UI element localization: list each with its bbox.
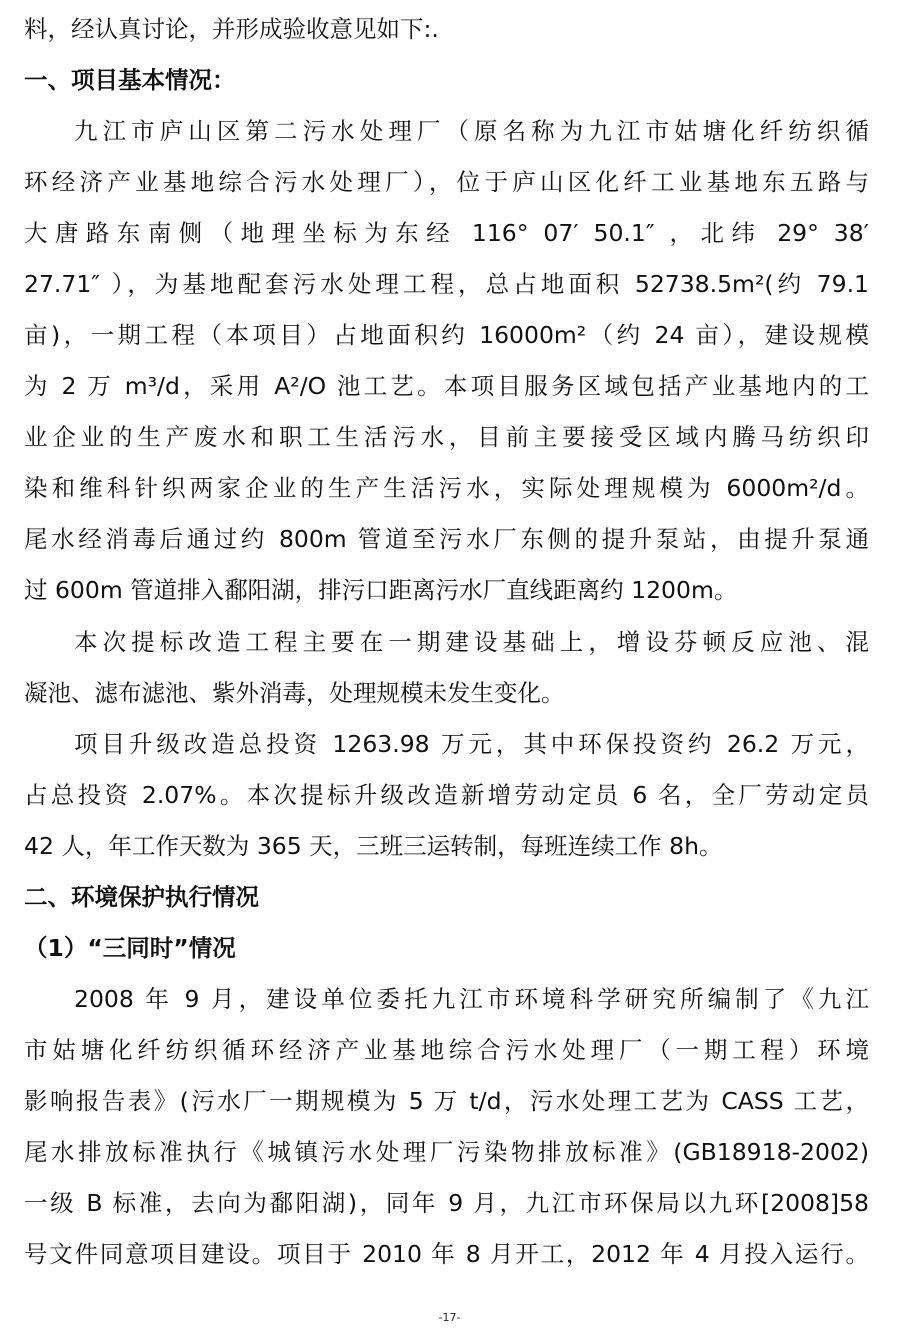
text-line: 项目升级改造总投资 1263.98 万元，其中环保投资约 26.2 万元，: [74, 730, 869, 758]
text-line: 染和维科针织两家企业的生产生活污水，实际处理规模为 6000m²/d。: [24, 474, 869, 502]
text-line: 业企业的生产废水和职工生活污水，目前主要接受区域内腾马纺织印: [24, 423, 869, 451]
page-number: -17-: [438, 1311, 461, 1324]
text-line: 42 人，年工作天数为 365 天，三班三运转制，每班连续工作 8h。: [24, 832, 723, 860]
text-line: 本次提标改造工程主要在一期建设基础上，增设芬顿反应池、混: [74, 628, 869, 656]
section-heading: 一、项目基本情况：: [24, 66, 236, 94]
subsection-heading: （1）“三同时”情况: [24, 934, 236, 962]
text-line: 为 2 万 m³/d，采用 A²/O 池工艺。本项目服务区域包括产业基地内的工: [24, 372, 869, 400]
text-line: 占总投资 2.07%。本次提标升级改造新增劳动定员 6 名，全厂劳动定员: [24, 781, 869, 809]
text-line: 号文件同意项目建设。项目于 2010 年 8 月开工，2012 年 4 月投入运行。: [24, 1240, 869, 1268]
text-line: 影响报告表》(污水厂一期规模为 5 万 t/d，污水处理工艺为 CASS 工艺，: [24, 1087, 869, 1115]
text-line: 料，经认真讨论，并形成验收意见如下:.: [24, 15, 439, 43]
text-line: 市姑塘化纤纺织循环经济产业基地综合污水处理厂（一期工程）环境: [24, 1036, 869, 1064]
text-line: 一级 B 标准，去向为鄱阳湖)，同年 9 月，九江市环保局以九环[2008]58: [24, 1189, 869, 1217]
section-heading: 二、环境保护执行情况: [24, 883, 259, 911]
text-line: 过 600m 管道排入鄱阳湖，排污口距离污水厂直线距离约 1200m。: [24, 576, 738, 604]
text-line: 大唐路东南侧（地理坐标为东经 116° 07′ 50.1″ ，北纬 29° 38′: [24, 219, 869, 247]
text-line: 2008 年 9 月，建设单位委托九江市环境科学研究所编制了《九江: [74, 985, 869, 1013]
text-line: 27.71″ ），为基地配套污水处理工程，总占地面积 52738.5m²(约 79.1: [24, 270, 869, 298]
text-line: 环经济产业基地综合污水处理厂），位于庐山区化纤工业基地东五路与: [24, 168, 869, 196]
text-line: 九江市庐山区第二污水处理厂（原名称为九江市姑塘化纤纺织循: [74, 117, 869, 145]
text-line: 尾水经消毒后通过约 800m 管道至污水厂东侧的提升泵站，由提升泵通: [24, 525, 869, 553]
text-line: 凝池、滤布滤池、紫外消毒，处理规模未发生变化。: [24, 679, 565, 707]
text-line: 亩)，一期工程（本项目）占地面积约 16000m²（约 24 亩），建设规模: [24, 321, 869, 349]
text-line: 尾水排放标准执行《城镇污水处理厂污染物排放标准》(GB18918-2002): [24, 1138, 869, 1166]
